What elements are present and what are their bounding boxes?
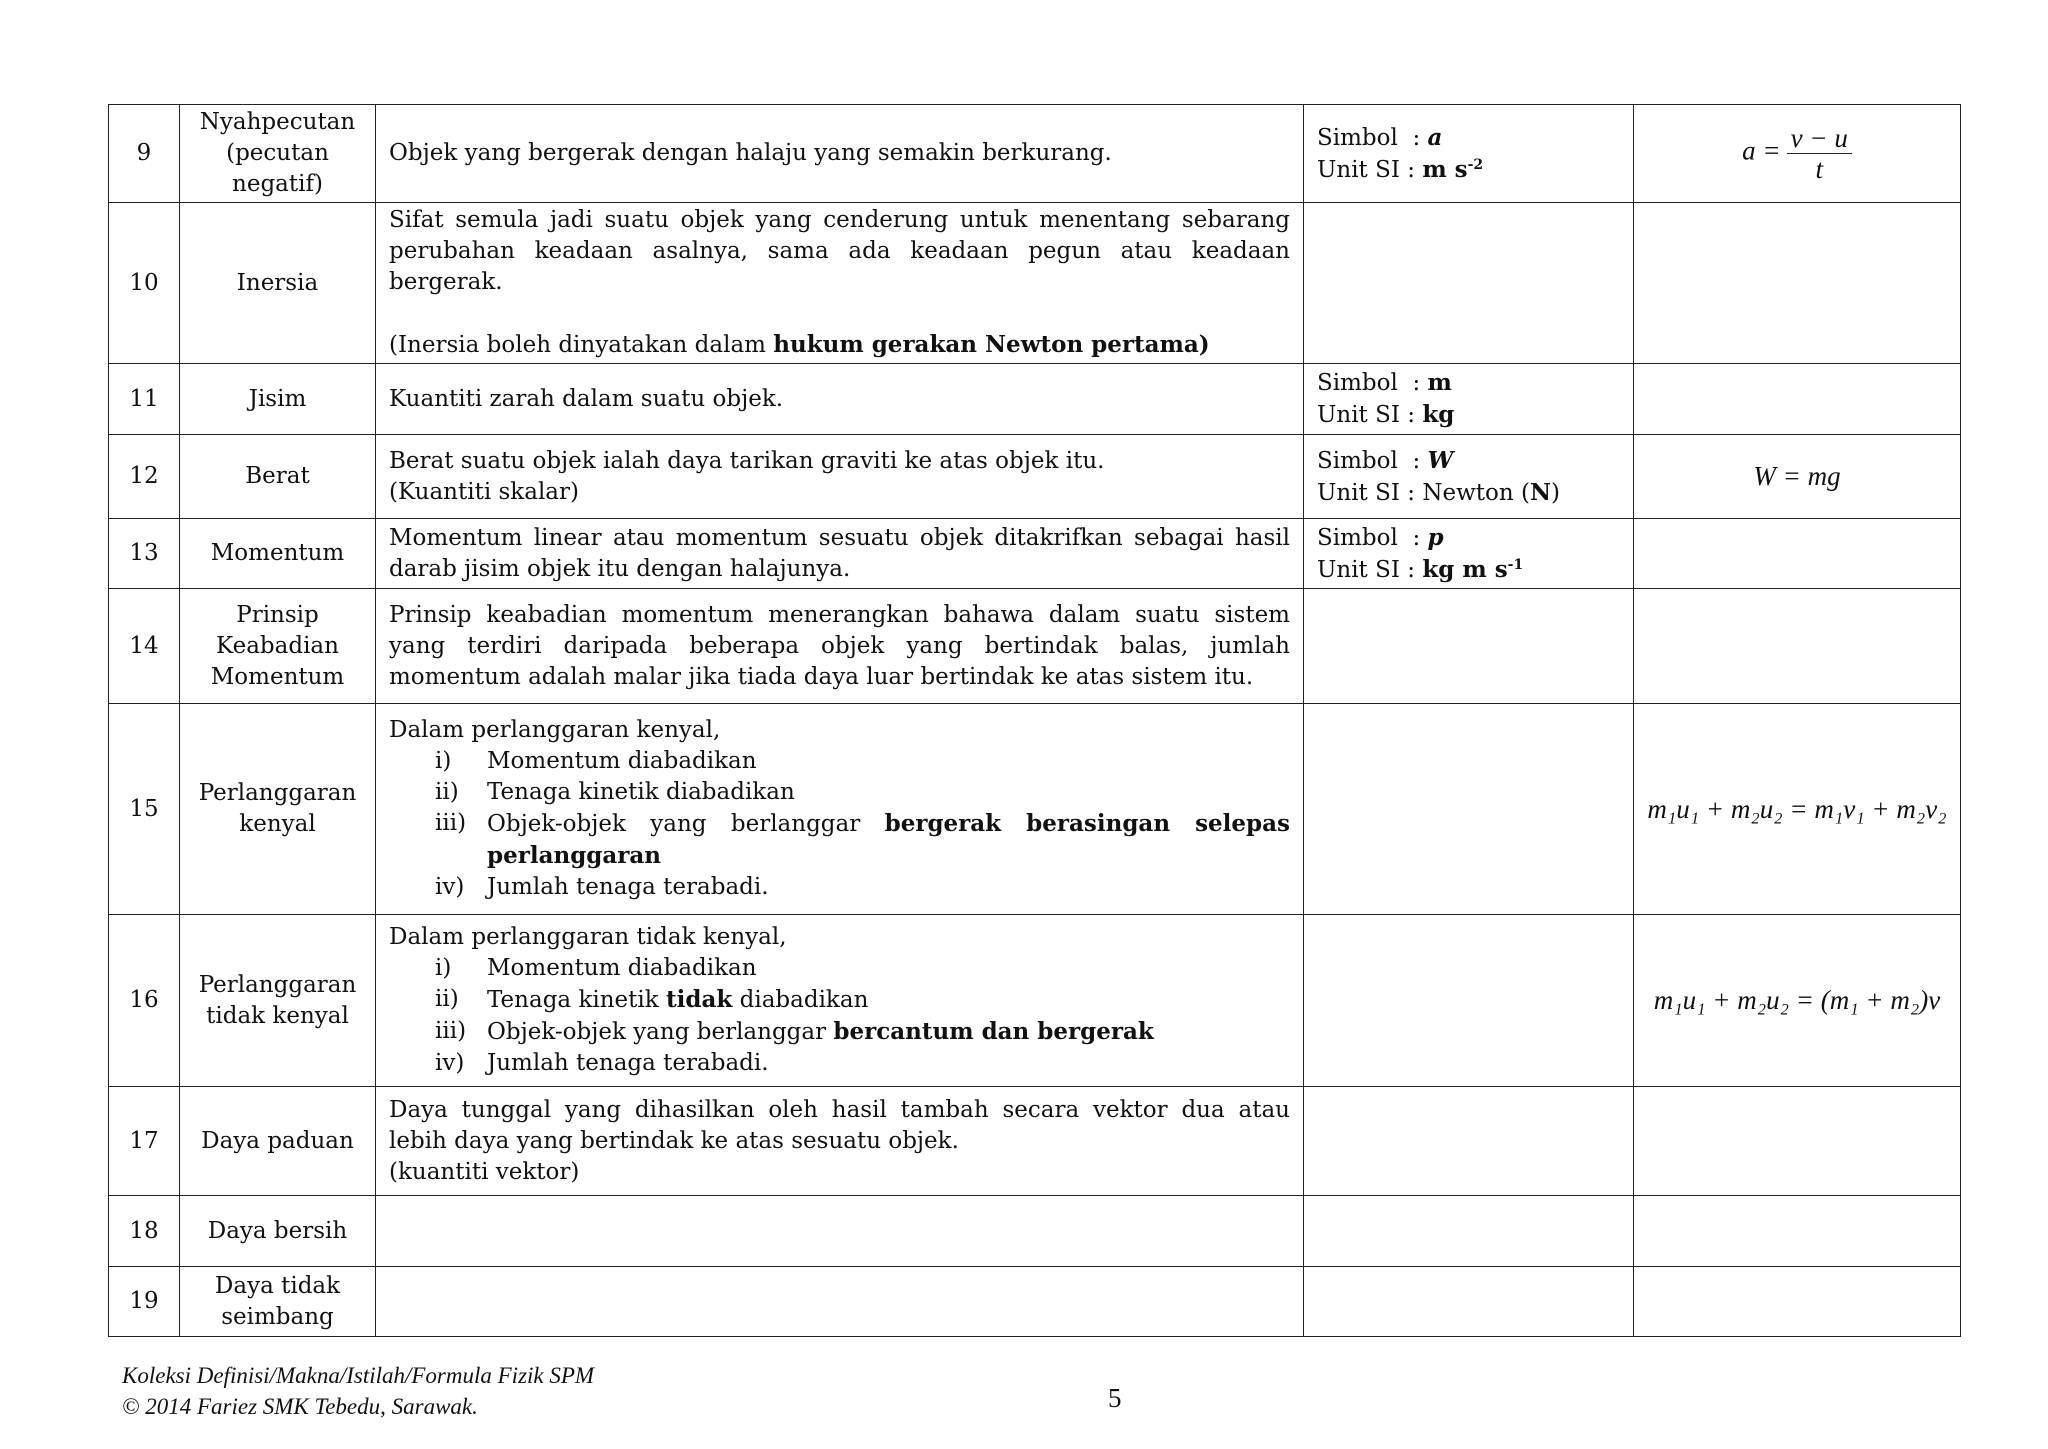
symbol-unit-cell <box>1304 364 1634 435</box>
unit-exponent: -1 <box>1507 556 1524 573</box>
term-cell: Jisim <box>180 364 376 435</box>
page-number: 5 <box>1108 1383 1122 1413</box>
unit-label: Unit SI <box>1317 402 1400 428</box>
list-item <box>435 984 1290 1016</box>
formula-cell <box>1634 203 1961 364</box>
list-item <box>435 1016 1290 1048</box>
row-number: 14 <box>109 589 180 704</box>
definition-note: (Kuantiti skalar) <box>389 478 579 505</box>
symbol-value: p <box>1427 523 1444 551</box>
table-row <box>109 1087 1961 1196</box>
row-number: 18 <box>109 1196 180 1267</box>
list-item <box>435 953 1290 984</box>
definition-cell: Prinsip keabadian momentum menerangkan bahawa dalam suatu sistem yang terdiri daripada beberapa objek yang bertindak balas, jumlah momentum adalah malar jika tiada daya luar bertindak ke atas sistem itu. <box>376 589 1304 704</box>
row-number: 12 <box>109 435 180 519</box>
list-item-text <box>487 1016 1290 1048</box>
row-number: 17 <box>109 1087 180 1196</box>
row-number: 10 <box>109 203 180 364</box>
term-cell: Nyahpecutan (pecutan negatif) <box>180 105 376 203</box>
list-item-text: Momentum diabadikan <box>487 955 757 981</box>
list-intro: Dalam perlanggaran kenyal, <box>389 717 721 743</box>
page-footer <box>122 1360 594 1422</box>
list-intro: Dalam perlanggaran tidak kenyal, <box>389 924 787 950</box>
symbol-line: Simbol : W <box>1317 446 1454 474</box>
list-item <box>435 808 1290 872</box>
unit-exponent: -2 <box>1467 156 1484 173</box>
list-item-number: i) <box>435 748 452 774</box>
definition-text: Sifat semula jadi suatu objek yang cenderung untuk menentang sebarang perubahan keadaan asalnya, sama ada keadaan pegun atau keadaan bergerak. <box>389 207 1290 295</box>
list-item-number: iv) <box>435 1050 465 1076</box>
unit-line: Unit SI : m $s^{-2}$ <box>1317 155 1484 183</box>
unit-value: kg <box>1422 401 1455 428</box>
formula-cell <box>1634 1196 1961 1267</box>
list-item <box>435 746 1290 777</box>
list-item-text: Jumlah tenaga terabadi. <box>487 874 769 900</box>
term-cell: Momentum <box>180 519 376 589</box>
list-item-text: Momentum diabadikan <box>487 748 757 774</box>
symbol-value: W <box>1427 446 1454 474</box>
table-row <box>109 364 1961 435</box>
unit-label: Unit SI <box>1317 556 1400 583</box>
row-number: 15 <box>109 704 180 915</box>
list-item-number: i) <box>435 955 452 981</box>
row-number: 19 <box>109 1267 180 1337</box>
fraction-numerator: v − u <box>1787 123 1852 154</box>
term-cell: Daya bersih <box>180 1196 376 1267</box>
formula-cell <box>1634 364 1961 435</box>
formula-cell <box>1634 519 1961 589</box>
definition-cell <box>376 203 1304 364</box>
row-number: 9 <box>109 105 180 203</box>
unit-label: Unit SI <box>1317 479 1400 506</box>
symbol-unit-cell <box>1304 105 1634 203</box>
term-cell: Prinsip Keabadian Momentum <box>180 589 376 704</box>
symbol-label: Simbol <box>1317 124 1398 151</box>
term-cell: Perlanggaran tidak kenyal <box>180 915 376 1087</box>
unit-text: Newton ( <box>1422 479 1530 506</box>
definition-note: (kuantiti vektor) <box>389 1158 580 1185</box>
table-row <box>109 1196 1961 1267</box>
table-row <box>109 105 1961 203</box>
list-item-bold: tidak <box>666 986 733 1013</box>
list-item-text <box>487 808 1290 872</box>
definition-cell <box>376 704 1304 915</box>
formula-cell: W = mg <box>1634 435 1961 519</box>
symbol-line: Simbol : m <box>1317 369 1452 396</box>
list-item-text: Jumlah tenaga terabadi. <box>487 1050 769 1076</box>
unit-line: Unit SI : Newton (N) <box>1317 478 1560 506</box>
footer-copyright: © 2014 Fariez SMK Tebedu, Sarawak. <box>122 1394 478 1419</box>
term-cell: Perlanggaran kenyal <box>180 704 376 915</box>
formula-cell <box>1634 1267 1961 1337</box>
definition-cell <box>376 1267 1304 1337</box>
unit-value: m s <box>1422 155 1468 183</box>
list-item <box>435 777 1290 808</box>
table-row <box>109 203 1961 364</box>
note-text: (Inersia boleh dinyatakan dalam <box>389 332 774 358</box>
table-row <box>109 704 1961 915</box>
symbol-label: Simbol <box>1317 370 1398 396</box>
table-row <box>109 589 1961 704</box>
symbol-unit-cell <box>1304 704 1634 915</box>
list-item-bold: bergerak berasingan selepas perlanggaran <box>487 810 1290 869</box>
formula-cell <box>1634 1087 1961 1196</box>
table-row <box>109 1267 1961 1337</box>
definition-cell <box>376 915 1304 1087</box>
definition-note <box>389 329 1290 361</box>
unit-label: Unit SI <box>1317 156 1400 183</box>
list-item-plain: Tenaga kinetik <box>487 987 667 1013</box>
row-number: 16 <box>109 915 180 1087</box>
symbol-label: Simbol <box>1317 447 1398 474</box>
list-item-number: ii) <box>435 779 459 805</box>
definition-cell <box>376 1196 1304 1267</box>
list-item-number: iii) <box>435 1018 467 1044</box>
unit-value: kg m s <box>1422 555 1508 583</box>
row-number: 11 <box>109 364 180 435</box>
term-cell: Inersia <box>180 203 376 364</box>
point-list <box>389 953 1290 1079</box>
term-cell: Daya tidak seimbang <box>180 1267 376 1337</box>
list-item-plain: Objek-objek yang berlanggar <box>487 1019 834 1045</box>
fraction <box>1787 123 1852 184</box>
unit-value: N <box>1529 478 1551 506</box>
definition-cell: Kuantiti zarah dalam suatu objek. <box>376 364 1304 435</box>
symbol-unit-cell <box>1304 1087 1634 1196</box>
symbol-unit-cell <box>1304 589 1634 704</box>
symbol-unit-cell <box>1304 435 1634 519</box>
table-row <box>109 435 1961 519</box>
list-item-text <box>487 984 1290 1016</box>
list-item-number: iv) <box>435 874 465 900</box>
table-row <box>109 519 1961 589</box>
footer-title: Koleksi Definisi/Makna/Istilah/Formula Fizik SPM <box>122 1363 595 1388</box>
definition-cell: Momentum linear atau momentum sesuatu objek ditakrifkan sebagai hasil darab jisim objek itu dengan halajunya. <box>376 519 1304 589</box>
formula-cell <box>1634 589 1961 704</box>
symbol-unit-cell <box>1304 203 1634 364</box>
formula-cell: m₁u₁ + m₂u₂ = m₁v₁ + m₂v₂ <box>1634 704 1961 915</box>
unit-text-end: ) <box>1550 479 1560 506</box>
note-bold-text: hukum gerakan Newton pertama) <box>773 331 1210 358</box>
term-cell: Daya paduan <box>180 1087 376 1196</box>
symbol-line: Simbol : a <box>1317 123 1443 151</box>
fraction-denominator: t <box>1815 154 1823 184</box>
list-item-number: iii) <box>435 810 467 836</box>
definitions-table <box>108 104 1961 1337</box>
list-item-bold: bercantum dan bergerak <box>833 1018 1154 1045</box>
unit-line: Unit SI : kg <box>1317 401 1455 428</box>
definition-text: Berat suatu objek ialah daya tarikan graviti ke atas objek itu. <box>389 447 1105 474</box>
symbol-unit-cell <box>1304 1196 1634 1267</box>
symbol-unit-cell <box>1304 915 1634 1087</box>
row-number: 13 <box>109 519 180 589</box>
definition-cell: Objek yang bergerak dengan halaju yang semakin berkurang. <box>376 105 1304 203</box>
symbol-line: Simbol : p <box>1317 523 1444 551</box>
unit-line: Unit SI : kg m $s^{-1}$ <box>1317 555 1524 583</box>
symbol-unit-cell <box>1304 519 1634 589</box>
symbol-label: Simbol <box>1317 524 1398 551</box>
list-item <box>435 1048 1290 1079</box>
point-list <box>389 746 1290 903</box>
definition-cell <box>376 1087 1304 1196</box>
list-item-plain-end: diabadikan <box>732 987 869 1013</box>
symbol-value: m <box>1427 369 1452 396</box>
definition-text: Daya tunggal yang dihasilkan oleh hasil tambah secara vektor dua atau lebih daya yang bertindak ke atas sesuatu objek. <box>389 1096 1290 1154</box>
list-item-text: Tenaga kinetik diabadikan <box>487 779 795 805</box>
list-item-number: ii) <box>435 986 459 1012</box>
list-item-plain: Objek-objek yang berlanggar <box>487 811 885 837</box>
formula-cell <box>1634 105 1961 203</box>
list-item <box>435 872 1290 903</box>
formula-lhs: a = <box>1742 135 1781 166</box>
formula-cell: m₁u₁ + m₂u₂ = (m₁ + m₂)v <box>1634 915 1961 1087</box>
definition-cell <box>376 435 1304 519</box>
symbol-unit-cell <box>1304 1267 1634 1337</box>
symbol-value: a <box>1427 123 1443 151</box>
table-row <box>109 915 1961 1087</box>
term-cell: Berat <box>180 435 376 519</box>
